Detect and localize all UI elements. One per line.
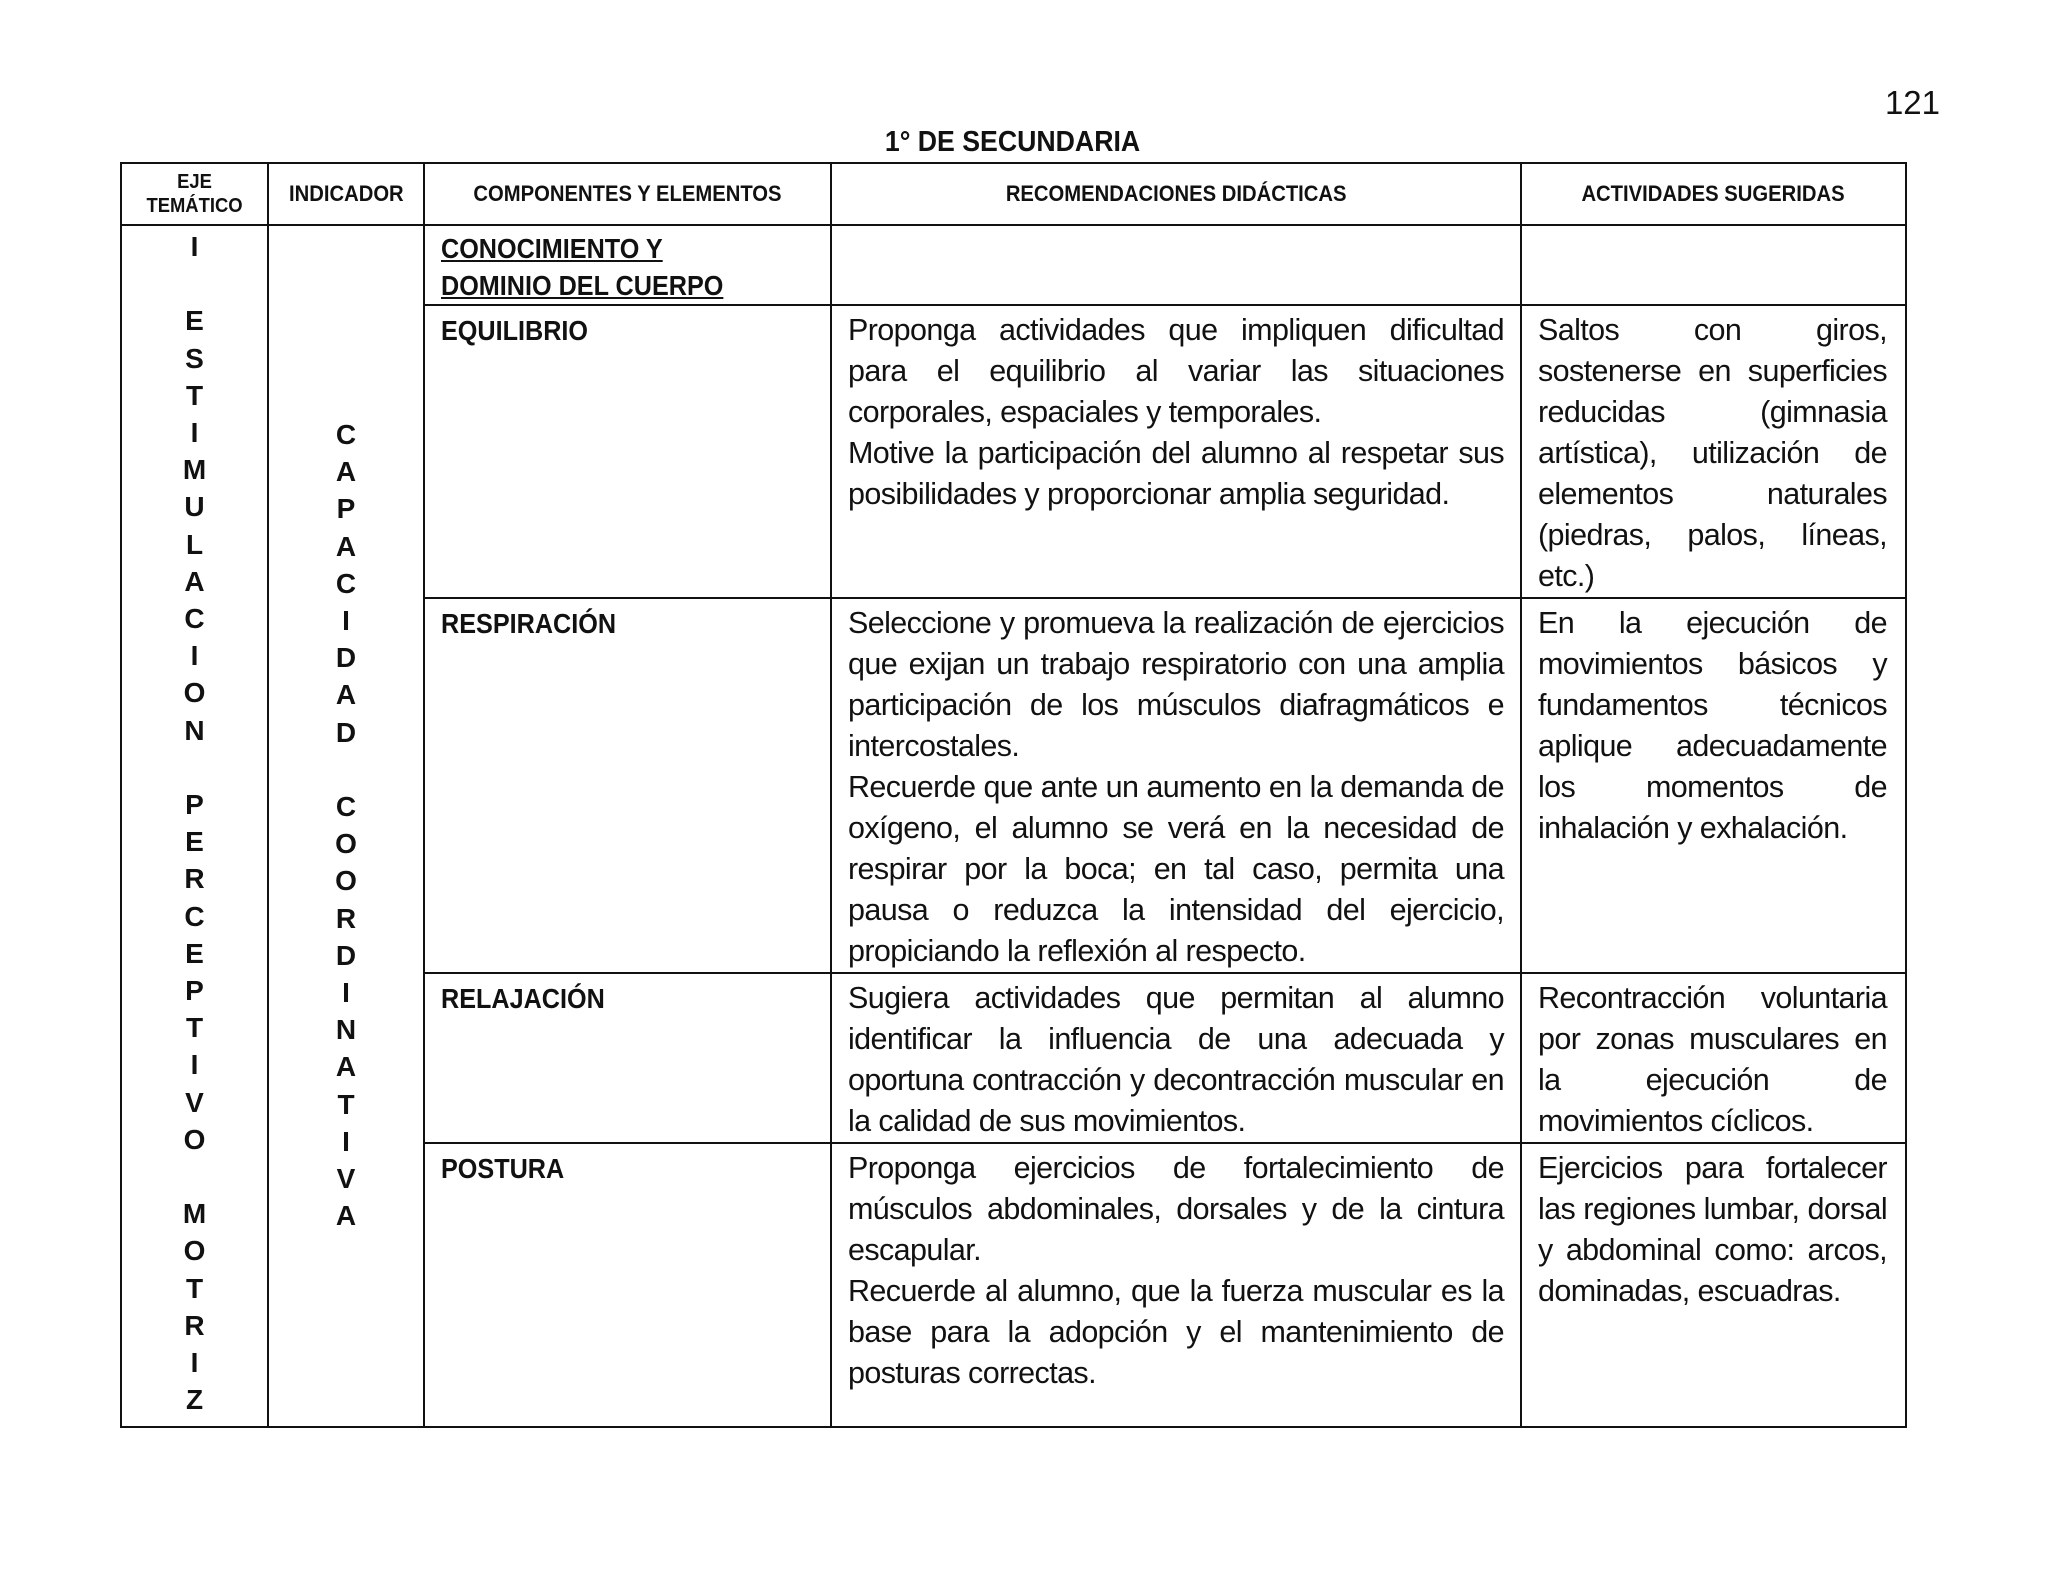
- section-row: [121, 225, 1906, 305]
- recommendation-text: Motive la participación del alumno al respetar sus posibilidades y proporcionar amplia seguridad.: [848, 436, 1504, 511]
- header-eje-tematico: EJE TEMÁTICO: [121, 163, 268, 225]
- recommendation-text: Recuerde que ante un aumento en la demanda de oxígeno, el alumno se verá en la necesidad de respirar por la boca; en tal caso, permita una pausa o reduzca la intensidad del ejercicio, propiciando la reflexión al respecto.: [848, 770, 1504, 968]
- activities-text: Recontracción voluntaria por zonas musculares en la ejecución de movimientos cíclicos.: [1538, 981, 1887, 1138]
- eje-tematico-text: I E S T I M U L A C I O N P E R C E P T I V O M O T R I Z: [182, 231, 207, 1416]
- empty-cell: [831, 225, 1521, 305]
- indicador-text: C A P A C I D A D C O O R D I N A T I V A: [335, 419, 357, 1232]
- activities-text: En la ejecución de movimientos básicos y fundamentos técnicos aplique adecuadamente los momentos de inhalación y exhalación.: [1538, 606, 1887, 845]
- header-componentes: COMPONENTES Y ELEMENTOS: [424, 163, 831, 225]
- activities-text: Saltos con giros, sostenerse en superficies reducidas (gimnasia artística), utilización de elementos naturales (piedras, palos, líneas, etc.): [1538, 313, 1887, 593]
- component-cell: RELAJACIÓN: [424, 973, 831, 1143]
- page-number: 121: [1884, 84, 1940, 121]
- recommendation-text: Seleccione y promueva la realización de ejercicios que exijan un trabajo respiratorio con una amplia participación de los músculos diafragmáticos e intercostales.: [848, 606, 1504, 763]
- component-cell: POSTURA: [424, 1143, 831, 1427]
- recommendation-text: Proponga ejercicios de fortalecimiento de músculos abdominales, dorsales y de la cintura escapular.: [848, 1151, 1504, 1267]
- activities-text: Ejercicios para fortalecer las regiones lumbar, dorsal y abdominal como: arcos, dominadas, escuadras.: [1538, 1151, 1887, 1308]
- header-row: [121, 163, 1906, 225]
- page-title: 1° DE SECUNDARIA: [884, 126, 1141, 158]
- recommendations-cell: [831, 973, 1521, 1143]
- header-indicador: INDICADOR: [268, 163, 424, 225]
- header-recomendaciones: RECOMENDACIONES DIDÁCTICAS: [831, 163, 1521, 225]
- header-actividades: ACTIVIDADES SUGERIDAS: [1521, 163, 1906, 225]
- activities-cell: [1521, 305, 1906, 598]
- section-heading-cell: [424, 225, 831, 305]
- indicador-cell: [268, 225, 424, 1427]
- section-heading: CONOCIMIENTO Y DOMINIO DEL CUERPO: [441, 233, 724, 301]
- recommendation-text: Sugiera actividades que permitan al alumno identificar la influencia de una adecuada y oportuna contracción y decontracción muscular en la calidad de sus movimientos.: [848, 981, 1504, 1138]
- activities-cell: [1521, 1143, 1906, 1427]
- component-cell: RESPIRACIÓN: [424, 598, 831, 973]
- activities-cell: [1521, 973, 1906, 1143]
- recommendations-cell: [831, 598, 1521, 973]
- curriculum-table: [120, 162, 1907, 1428]
- empty-cell: [1521, 225, 1906, 305]
- component-cell: EQUILIBRIO: [424, 305, 831, 598]
- activities-cell: [1521, 598, 1906, 973]
- recommendations-cell: [831, 305, 1521, 598]
- recommendation-text: Proponga actividades que impliquen dificultad para el equilibrio al variar las situaciones corporales, espaciales y temporales.: [848, 313, 1504, 429]
- recommendation-text: Recuerde al alumno, que la fuerza muscular es la base para la adopción y el mantenimiento de posturas correctas.: [848, 1274, 1504, 1390]
- recommendations-cell: [831, 1143, 1521, 1427]
- eje-tematico-cell: [121, 225, 268, 1427]
